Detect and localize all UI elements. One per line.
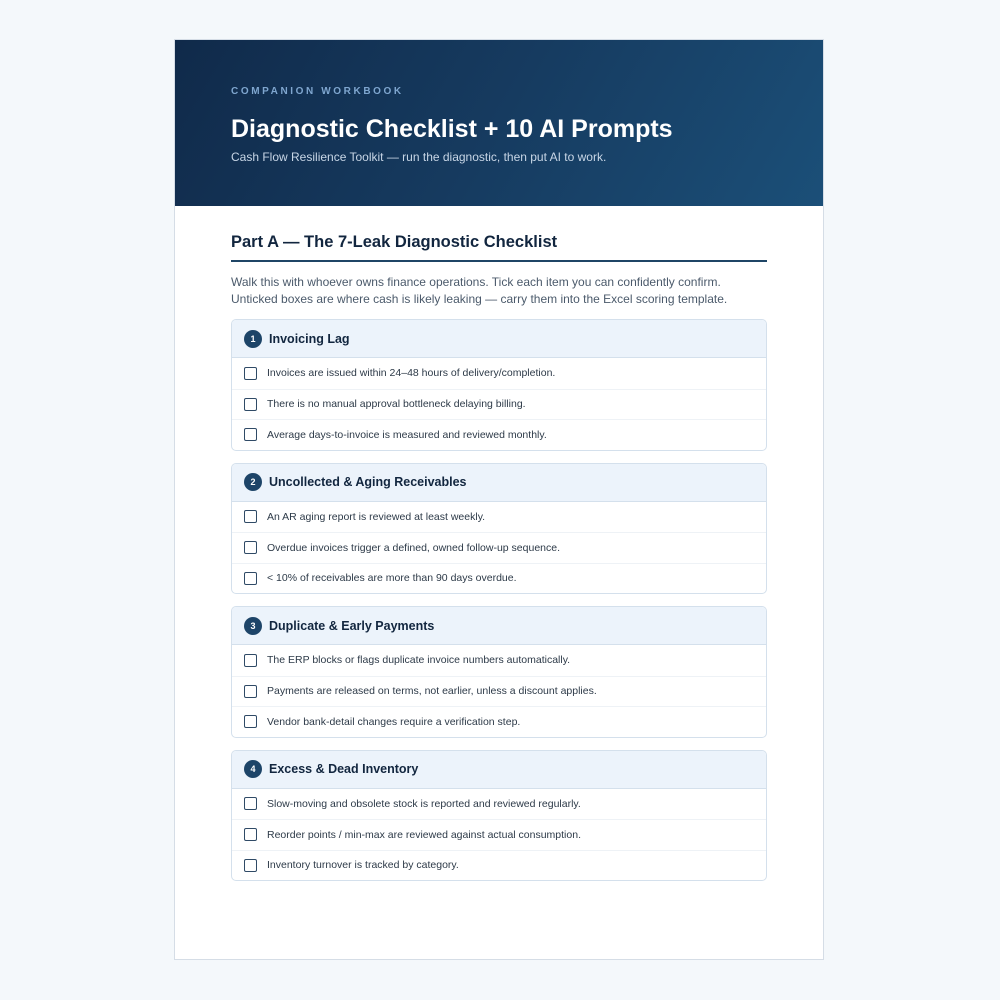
section-card-duplicate-payments: [231, 606, 767, 738]
checkbox[interactable]: [244, 572, 257, 585]
section-card-invoicing-lag: [231, 319, 767, 451]
checkbox[interactable]: [244, 797, 257, 810]
section-card-excess-inventory: [231, 750, 767, 882]
checklist-item-label: Payments are released on terms, not earlier, unless a discount applies.: [267, 685, 597, 698]
checklist-item-label: An AR aging report is reviewed at least weekly.: [267, 510, 486, 523]
checklist-item[interactable]: [232, 502, 766, 533]
page-title: Diagnostic Checklist + 10 AI Prompts: [231, 115, 673, 143]
page-subtitle: Cash Flow Resilience Toolkit — run the diagnostic, then put AI to work.: [231, 150, 607, 164]
checklist-item-label: < 10% of receivables are more than 90 days overdue.: [267, 572, 517, 585]
section-header: [232, 607, 766, 645]
section-header: [232, 751, 766, 789]
checklist-item[interactable]: [232, 789, 766, 820]
checklist-item[interactable]: [232, 419, 766, 450]
checklist-item[interactable]: [232, 389, 766, 420]
main-content: [175, 206, 823, 881]
checklist-item-label: There is no manual approval bottleneck delaying billing.: [267, 398, 526, 411]
checklist-item[interactable]: [232, 850, 766, 881]
checklist-item[interactable]: [232, 563, 766, 594]
checkbox[interactable]: [244, 859, 257, 872]
section-number-badge: 3: [244, 617, 262, 635]
section-header: [232, 464, 766, 502]
checklist-item[interactable]: [232, 676, 766, 707]
checkbox[interactable]: [244, 685, 257, 698]
checkbox[interactable]: [244, 828, 257, 841]
header-banner: [175, 40, 823, 206]
section-title: Uncollected & Aging Receivables: [269, 475, 467, 489]
checklist-item-label: Invoices are issued within 24–48 hours of delivery/completion.: [267, 367, 556, 380]
checklist-item-label: The ERP blocks or flags duplicate invoice numbers automatically.: [267, 654, 571, 667]
checklist-item-label: Slow-moving and obsolete stock is reported and reviewed regularly.: [267, 797, 581, 810]
part-a-intro: Walk this with whoever owns finance operations. Tick each item you can confidently confirm. Unticked boxes are where cash is likely leaking — carry them into the Excel scoring template.: [231, 275, 728, 306]
checkbox[interactable]: [244, 715, 257, 728]
section-number-badge: 1: [244, 330, 262, 348]
eyebrow-label: COMPANION WORKBOOK: [231, 86, 404, 97]
section-number-badge: 2: [244, 473, 262, 491]
section-number-badge: 4: [244, 760, 262, 778]
checkbox[interactable]: [244, 541, 257, 554]
checkbox[interactable]: [244, 367, 257, 380]
workbook-page: [174, 39, 824, 960]
checklist-items: [232, 502, 766, 594]
part-a-title: Part A — The 7-Leak Diagnostic Checklist: [231, 232, 767, 262]
checklist-item[interactable]: [232, 819, 766, 850]
checkbox[interactable]: [244, 428, 257, 441]
section-card-uncollected-receivables: [231, 463, 767, 595]
checklist-items: [232, 645, 766, 737]
checklist-items: [232, 789, 766, 881]
checklist-item[interactable]: [232, 645, 766, 676]
checkbox[interactable]: [244, 654, 257, 667]
section-header: [232, 320, 766, 358]
checklist-item-label: Inventory turnover is tracked by category.: [267, 859, 459, 872]
checkbox[interactable]: [244, 398, 257, 411]
checklist-item[interactable]: [232, 706, 766, 737]
checklist-item[interactable]: [232, 358, 766, 389]
checklist-item-label: Overdue invoices trigger a defined, owned follow-up sequence.: [267, 541, 561, 554]
section-title: Excess & Dead Inventory: [269, 762, 419, 776]
section-title: Duplicate & Early Payments: [269, 618, 435, 633]
checklist-item-label: Reorder points / min-max are reviewed against actual consumption.: [267, 828, 581, 841]
section-title: Invoicing Lag: [269, 331, 350, 346]
checkbox[interactable]: [244, 510, 257, 523]
checklist-items: [232, 358, 766, 450]
checklist-item-label: Average days-to-invoice is measured and reviewed monthly.: [267, 428, 547, 441]
checklist-item-label: Vendor bank-detail changes require a verification step.: [267, 715, 521, 728]
checklist-item[interactable]: [232, 532, 766, 563]
